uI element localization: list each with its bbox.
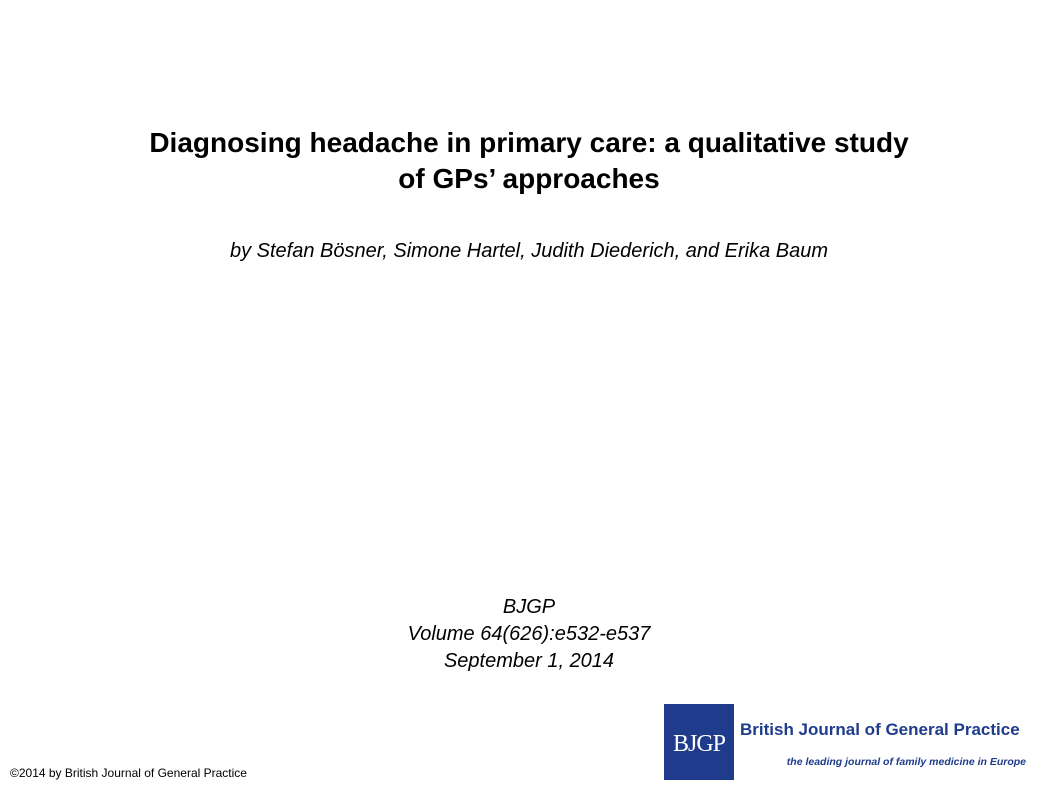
logo-journal-name: British Journal of General Practice	[740, 720, 1020, 739]
copyright-notice: ©2014 by British Journal of General Practice	[10, 766, 247, 780]
citation-block	[200, 594, 858, 675]
bjgp-logo	[664, 704, 1040, 780]
logo-mark-text: BJGP	[672, 731, 726, 757]
logo-tagline: the leading journal of family medicine in Europe	[786, 756, 1026, 768]
authors-line: by Stefan Bösner, Simone Hartel, Judith Diederich, and Erika Baum	[229, 240, 829, 262]
slide-title	[40, 125, 1018, 197]
volume-info: Volume 64(626):e532-e537	[407, 623, 651, 645]
slide-title-line-1: Diagnosing headache in primary care: a qualitative study	[149, 127, 909, 158]
slide-title-line-2: of GPs’ approaches	[398, 163, 660, 194]
journal-abbrev: BJGP	[502, 596, 556, 618]
publication-date: September 1, 2014	[443, 650, 615, 672]
